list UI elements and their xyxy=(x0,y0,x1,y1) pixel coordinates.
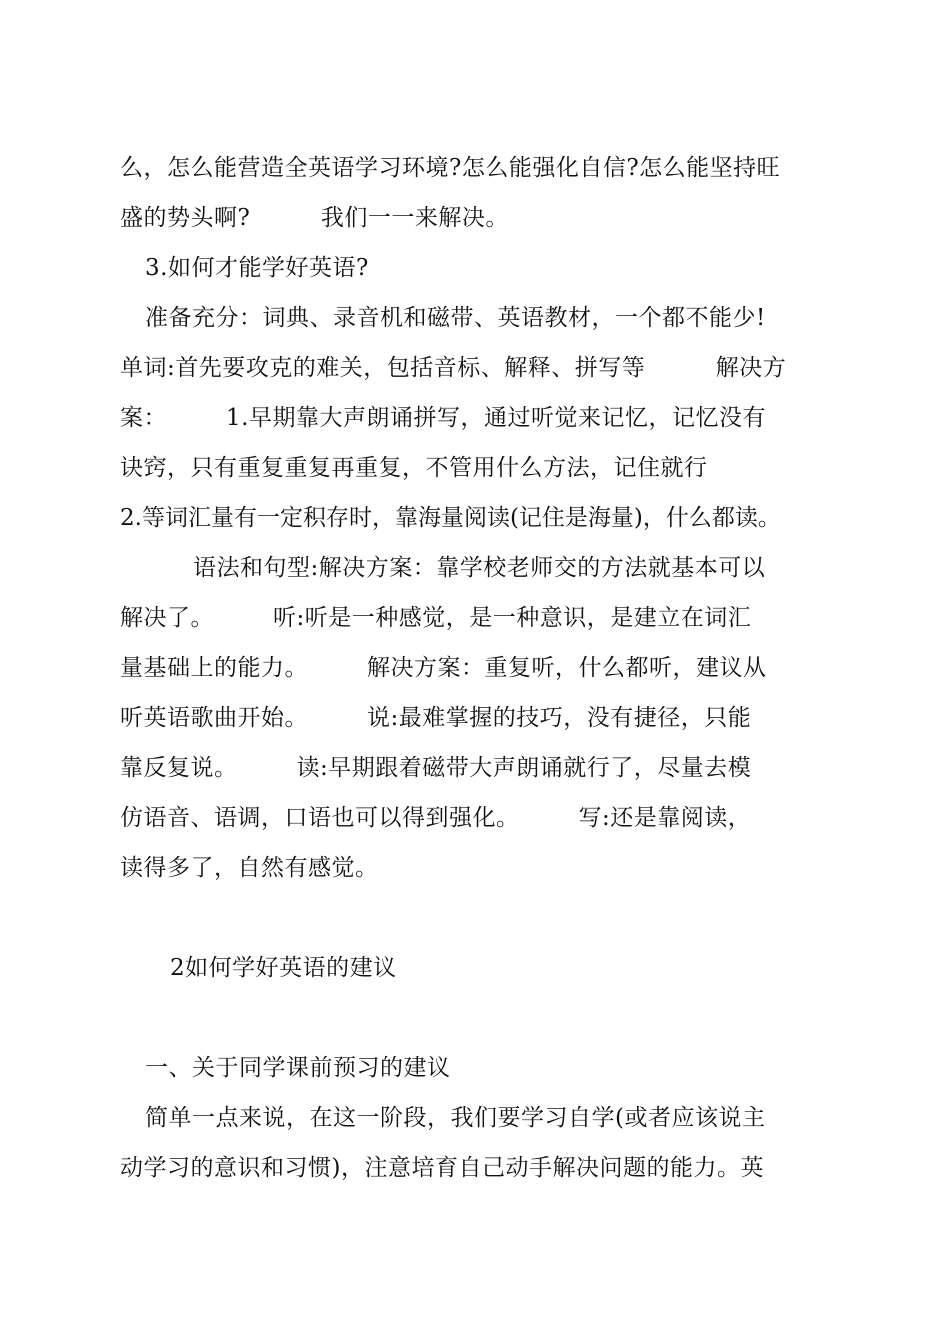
text-line-13: 靠反复说。 读:早期跟着磁带大声朗诵就行了，尽量去模 xyxy=(120,755,752,781)
section-heading-3: 3.如何才能学好英语? xyxy=(145,255,369,281)
text-line-8: 2.等词汇量有一定积存时，靠海量阅读(记住是海量)，什么都读。 xyxy=(120,505,781,531)
text-line-7: 诀窍，只有重复重复再重复，不管用什么方法，记住就行 xyxy=(120,455,708,481)
text-line-1: 么，怎么能营造全英语学习环境?怎么能强化自信?怎么能坚持旺 xyxy=(120,155,781,181)
text-line-12: 听英语歌曲开始。 说:最难掌握的技巧，没有捷径，只能 xyxy=(120,705,752,731)
text-line-5: 单词:首先要攻克的难关，包括音标、解释、拼写等 解决方 xyxy=(120,355,787,381)
text-line-11: 量基础上的能力。 解决方案：重复听，什么都听，建议从 xyxy=(120,655,767,681)
section-heading-2: 2如何学好英语的建议 xyxy=(170,955,397,981)
text-line-14: 仿语音、语调，口语也可以得到强化。 写:还是靠阅读， xyxy=(120,805,752,831)
subsection-heading-1: 一、关于同学课前预习的建议 xyxy=(145,1055,451,1081)
text-line-10: 解决了。 听:听是一种感觉，是一种意识，是建立在词汇 xyxy=(120,605,752,631)
text-line-4: 准备充分：词典、录音机和磁带、英语教材，一个都不能少! xyxy=(145,305,766,331)
text-line-19: 动学习的意识和习惯)，注意培育自己动手解决问题的能力。英 xyxy=(120,1155,764,1181)
text-line-18: 简单一点来说，在这一阶段，我们要学习自学(或者应该说主 xyxy=(145,1105,766,1131)
text-line-6: 案： 1.早期靠大声朗诵拼写，通过听觉来记忆，记忆没有 xyxy=(120,405,766,431)
text-line-9: 语法和句型:解决方案：靠学校老师交的方法就基本可以 xyxy=(193,555,766,581)
text-line-15: 读得多了，自然有感觉。 xyxy=(120,855,379,881)
text-line-2: 盛的势头啊? 我们一一来解决。 xyxy=(120,205,509,231)
